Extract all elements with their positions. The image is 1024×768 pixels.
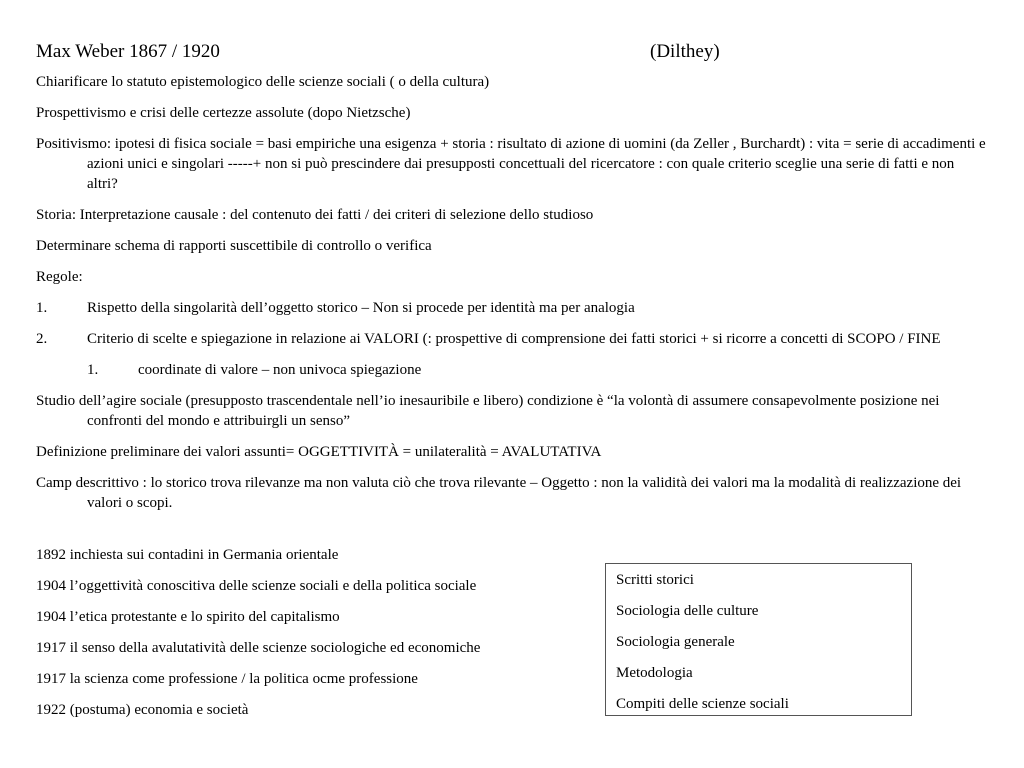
rule-number: 1. xyxy=(36,300,48,316)
topic-item: Scritti storici xyxy=(616,572,694,588)
rule-text: Rispetto della singolarità dell’oggetto storico – Non si procede per identità ma per analogia xyxy=(87,300,635,316)
list-item: 1892 inchiesta sui contadini in Germania orientale xyxy=(36,547,339,563)
title-aside: (Dilthey) xyxy=(650,41,720,62)
paragraph-descriptive-field: Camp descrittivo : lo storico trova rilevanze ma non valuta ciò che trova rilevante – Oggetto : non la validità dei valori ma la modalità di realizzazione dei valori o scopi. xyxy=(36,475,962,511)
rule-item xyxy=(36,329,986,349)
list-item: 1904 l’oggettività conoscitiva delle scienze sociali e della politica sociale xyxy=(36,578,477,594)
topic-item: Metodologia xyxy=(616,665,693,681)
topic-item: Compiti delle scienze sociali xyxy=(616,696,789,712)
paragraph-schema: Determinare schema di rapporti suscettibile di controllo o verifica xyxy=(36,238,432,254)
list-item: 1917 il senso della avalutatività delle scienze sociologiche ed economiche xyxy=(36,640,481,656)
rule-item xyxy=(36,298,986,318)
paragraph-values-definition: Definizione preliminare dei valori assunti= OGGETTIVITÀ = unilateralità = AVALUTATIVA xyxy=(36,444,602,460)
rule-number: 2. xyxy=(36,331,48,347)
subrule-text: coordinate di valore – non univoca spiegazione xyxy=(138,362,422,378)
page-title: Max Weber 1867 / 1920 xyxy=(36,41,220,62)
list-item: 1917 la scienza come professione / la politica ocme professione xyxy=(36,671,418,687)
paragraph-history: Storia: Interpretazione causale : del contenuto dei fatti / dei criteri di selezione dello studioso xyxy=(36,207,594,223)
slide-body xyxy=(36,40,986,524)
list-item: 1904 l’etica protestante e lo spirito del capitalismo xyxy=(36,609,340,625)
subrule-item xyxy=(87,360,986,380)
paragraph-positivism: Positivismo: ipotesi di fisica sociale = basi empiriche una esigenza + storia : risultato di azione di uomini (da Zeller , Burchardt) : vita = serie di accadimenti e azioni unici e singolari -----+ non si può prescindere dai presupposti concettuali del ricercatore : con quale criterio sceglie una serie di fatti e non altri? xyxy=(36,136,986,192)
list-item: 1922 (postuma) economia e società xyxy=(36,702,249,718)
works-list xyxy=(36,545,596,731)
paragraph-epistemology: Chiarificare lo statuto epistemologico delle scienze sociali ( o della cultura) xyxy=(36,74,490,90)
topic-item: Sociologia generale xyxy=(616,634,735,650)
title-row xyxy=(36,40,986,64)
topic-item: Sociologia delle culture xyxy=(616,603,759,619)
rule-text: Criterio di scelte e spiegazione in relazione ai VALORI (: prospettive di comprensione dei fatti storici + si ricorre a concetti di SCOPO / FINE xyxy=(87,331,941,347)
topics-box xyxy=(605,563,912,716)
paragraph-perspectivism: Prospettivismo e crisi delle certezze assolute (dopo Nietzsche) xyxy=(36,105,411,121)
subrule-number: 1. xyxy=(87,362,99,378)
paragraph-social-action: Studio dell’agire sociale (presupposto trascendentale nell’io inesauribile e libero) condizione è “la volontà di assumere consapevolmente posizione nei confronti del mondo e attribuirgli un senso” xyxy=(36,393,940,429)
paragraph-rules-heading: Regole: xyxy=(36,269,83,285)
